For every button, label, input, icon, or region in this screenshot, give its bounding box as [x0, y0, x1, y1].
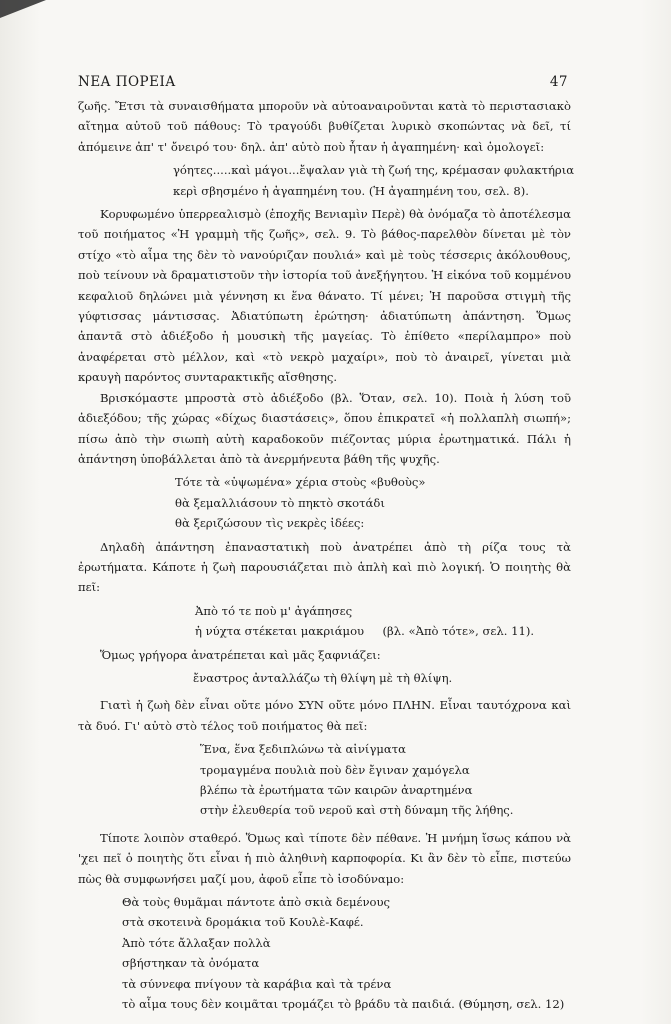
paragraph: ζωῆς. Ἔτσι τὰ συναισθήματα μποροῦν νὰ αὐτοαναιροῦνται κατὰ τὸ περιστασιακὸ αἴτημα αὐτοῦ τοῦ πάθους: Τὸ τραγούδι βυθίζεται λυρικὸ σκοπώντας νὰ δεῖ, τί ἀπόμεινε ἀπ' τ' ὄνειρό του· δηλ. ἀπ' αὐτὸ ποὺ ἦταν ἡ ἀγαπημένη· καὶ ὁμολογεῖ:	[78, 99, 571, 154]
verse-line: βλέπω τὰ ἐρωτήματα τῶν καιρῶν ἀναρτημένα	[200, 783, 473, 797]
page-body	[78, 96, 575, 1017]
verse-line: Θὰ τοὺς θυμᾶμαι πάντοτε ἀπὸ σκιὰ δεμένους	[122, 895, 391, 910]
paragraph: Τίποτε λοιπὸν σταθερό. Ὅμως καὶ τίποτε δὲν πέθανε. Ἡ μνήμη ἴσως κάπου νὰ 'χει πεῖ ὁ ποιητὴς ὅτι εἶναι ἡ πιὸ ἀληθινὴ καρποφορία. Κι ἂν δὲν τὸ εἶπε, πιστεύω πὼς θὰ συμφωνήσει μαζί μου, ἀφοῦ εἶπε τὸ ἰσοδύναμο:	[78, 830, 571, 886]
verse-quote	[78, 739, 571, 821]
paragraph: Βρισκόμαστε μπροστὰ στὸ ἀδιέξοδο (βλ. Ὅταν, σελ. 10). Ποιὰ ἡ λύση τοῦ ἀδιεξόδου; τῆς χώρας «δίχως διαστάσεις», ὅπου ἐπικρατεῖ «ἡ πολλαπλὴ σιωπή»; πίσω ἀπὸ τὴν σιωπὴ αὐτὴ καραδοκοῦν πιέζοντας μύρια ἐρωτηματικά. Πάλι ἡ ἀπάντηση ὑποβάλλεται ἀπὸ τὰ ἀνερμήνευτα βάθη τῆς ψυχῆς.	[78, 390, 571, 466]
verse-line: στὰ σκοτεινὰ δρομάκια τοῦ Κουλὲ-Καφέ.	[122, 915, 364, 930]
running-title: ΝΕΑ ΠΟΡΕΙΑ	[78, 74, 176, 90]
verse-line: Ἀπὸ τότε ἄλλαξαν πολλὰ	[122, 935, 271, 950]
running-header	[78, 74, 568, 90]
paragraph: Δηλαδὴ ἀπάντηση ἐπαναστατικὴ ποὺ ἀνατρέπει ἀπὸ τὴ ρίζα τους τὰ ἐρωτήματα. Κάποτε ἡ ζωὴ παρουσιάζεται πιὸ ἁπλὴ καὶ πιὸ λογική. Ὁ ποιητὴς θὰ πεῖ:	[78, 539, 571, 595]
verse-line: ἔναστρος ἀνταλλάζω τὴ θλίψη μὲ τὴ θλίψη.	[193, 670, 453, 685]
verse-line: θὰ ξεριζώσουν τὶς νεκρὲς ἰδέες:	[175, 516, 365, 531]
verse-line: σβήστηκαν τὰ ὀνόματα	[122, 956, 260, 971]
verse-line: θὰ ξεμαλλιάσουν τὸ πηκτὸ σκοτάδι	[175, 495, 385, 510]
verse-quote	[78, 601, 571, 642]
verse-line: ἡ νύχτα στέκεται μακριάμου (βλ. «Ἀπὸ τότε», σελ. 11).	[195, 624, 535, 639]
verse-quote	[78, 160, 575, 201]
paragraph: Γιατὶ ἡ ζωὴ δὲν εἶναι οὔτε μόνο ΣΥΝ οὔτε μόνο ΠΛΗΝ. Εἶναι ταυτόχρονα καὶ τὰ δυό. Γι' αὐτὸ στὸ τέλος τοῦ ποιήματος θὰ πεῖ:	[78, 698, 571, 733]
scan-corner-shadow	[0, 0, 46, 18]
verse-line: Τότε τὰ «ὑψωμένα» χέρια στοὺς «βυθοὺς»	[175, 475, 426, 490]
verse-line: τὰ σύννεφα πνίγουν τὰ καράβια καὶ τὰ τρένα	[122, 976, 392, 991]
paragraph: Ὅμως γρήγορα ἀνατρέπεται καὶ μᾶς ξαφνιάζει:	[100, 647, 381, 662]
paragraph: Κορυφωμένο ὑπερρεαλισμὸ (ἐποχῆς Βενιαμὶν Περὲ) θὰ ὀνόμαζα τὸ ἀποτέλεσμα τοῦ ποιήματος «Ἡ γραμμὴ τῆς ζωῆς», σελ. 9. Τὸ βάθος-παρελθὸν δίνεται μὲ τὸν στίχο «τὸ αἷμα της δὲν τὸ νανούριζαν πουλιά» καὶ μὲ τοὺς τέσσερις ἀκόλουθους, ποὺ τείνουν νὰ δραματιστοῦν τὴν ἱστορία τοῦ ἀνεξήγητου. Ἡ εἰκόνα τοῦ κομμένου κεφαλιοῦ δηλώνει μιὰ γέννηση κι ἕνα θάνατο. Τί μένει; Ἡ παροῦσα στιγμὴ τῆς γύφτισσας μάντισσας. Ἀδιατύπωτη ἐρώτηση· ἀδιατύπωτη ἀπάντηση. Ὅμως ἀπαντᾶ στὸ ἀδιέξοδο ἡ μουσικὴ τῆς μαγείας. Τὸ ἐπίθετο «περίλαμπρο» ποὺ ἀναφέρεται στὸ μέλλον, καὶ «τὸ νεκρὸ μαχαίρι», ποὺ τὸ ἀναιρεῖ, γίνεται μιὰ κραυγὴ παρόντος συνταρακτικῆς αἴσθησης.	[78, 207, 571, 385]
verse-line: τὸ αἷμα τους δὲν κοιμᾶται τρομάζει τὸ βράδυ τὰ παιδιά. (Θύμηση, σελ. 12)	[122, 997, 565, 1012]
verse-quote	[78, 668, 571, 688]
verse-quote	[78, 472, 571, 533]
verse-line: στὴν ἐλευθερία τοῦ νεροῦ καὶ στὴ δύναμη τῆς λήθης.	[200, 803, 514, 818]
verse-quote	[78, 892, 571, 1014]
verse-line: γόητες.....καὶ μάγοι...ἔψαλαν γιὰ τὴ ζωή της, κρέμασαν φυλακτήρια	[173, 163, 575, 178]
verse-line: Ἕνα, ἕνα ξεδιπλώνω τὰ αἰνίγματα	[200, 742, 406, 757]
page-number: 47	[549, 74, 568, 90]
verse-line: τρομαγμένα πουλιὰ ποὺ δὲν ἔγιναν χαμόγελα	[200, 762, 470, 777]
verse-line: κερὶ σβησμένο ἡ ἀγαπημένη του. (Ἡ ἀγαπημένη του, σελ. 8).	[173, 183, 529, 198]
verse-line: Ἀπὸ τό τε ποὺ μ' ἀγάπησες	[195, 603, 353, 618]
